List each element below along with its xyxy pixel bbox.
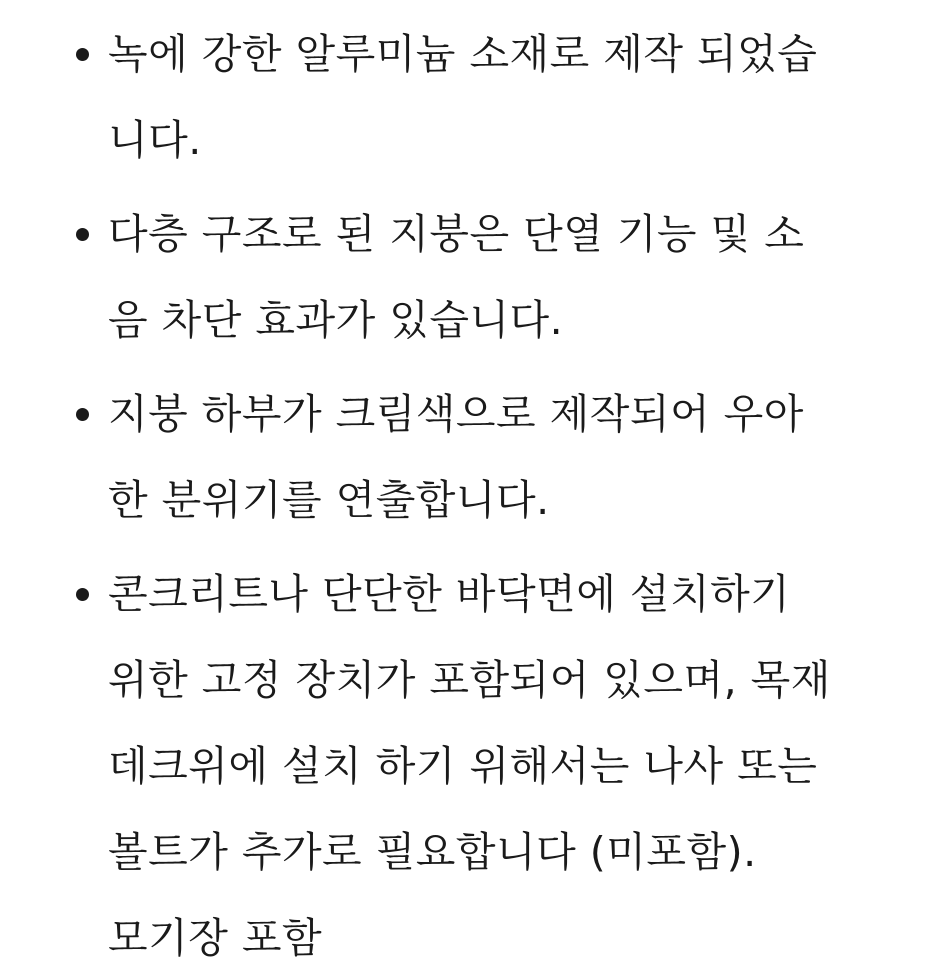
trailing-line: 모기장 포함: [108, 914, 323, 962]
bullet-dot-icon: [76, 408, 89, 421]
list-item-line: 데크위에 설치 하기 위해서는 나사 또는: [108, 742, 818, 790]
list-item-line: 콘크리트나 단단한 바닥면에 설치하기: [108, 570, 791, 618]
list-item-line: 볼트가 추가로 필요합니다 (미포함).: [108, 828, 757, 876]
bullet-dot-icon: [76, 48, 89, 61]
bullet-dot-icon: [76, 228, 89, 241]
list-item-line: 위한 고정 장치가 포함되어 있으며, 목재: [108, 656, 831, 704]
list-item-line: 지붕 하부가 크림색으로 제작되어 우아: [108, 390, 804, 438]
list-item-line: 녹에 강한 알루미늄 소재로 제작 되었습: [108, 30, 818, 78]
list-item-line: 음 차단 효과가 있습니다.: [108, 296, 564, 344]
list-item-line: 한 분위기를 연출합니다.: [108, 476, 550, 524]
list-item-line: 다층 구조로 된 지붕은 단열 기능 및 소: [108, 210, 805, 258]
bullet-dot-icon: [76, 588, 89, 601]
list-item-line: 니다.: [108, 116, 202, 164]
